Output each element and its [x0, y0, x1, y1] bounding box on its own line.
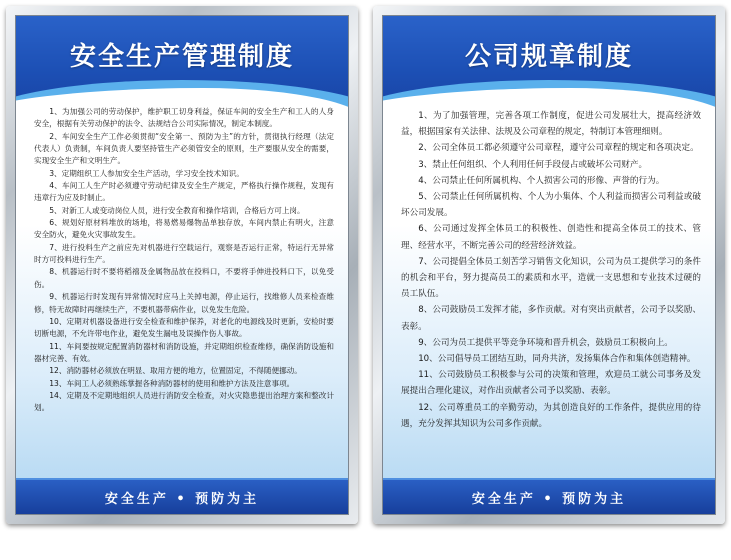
rule-item: 1、为加强公司的劳动保护，维护职工切身利益，保证车间的安全生产和工人的人身安全，根据有关劳动保护的法令、法规结合公司实际情况，制定本制度。 — [34, 107, 334, 129]
safety-rules-footer: 安全生产 • 预防为主 — [16, 478, 348, 514]
rule-item: 11、公司鼓励员工积极参与公司的决策和管理，欢迎员工就公司事务及发展提出合理化建议，对作出贡献者公司予以奖励、表彰。 — [401, 370, 701, 397]
rule-item: 1、为了加强管理，完善各项工作制度，促进公司发展壮大，提高经济效益，根据国家有关法律、法规及公司章程的规定，特制订本管理细则。 — [401, 111, 701, 138]
rule-item: 5、公司禁止任何所属机构、个人为小集体、个人利益而损害公司利益或破坏公司发展。 — [401, 192, 701, 219]
rule-item: 5、对新工人或变动岗位人员，进行安全教育和操作培训，合格后方可上岗。 — [49, 205, 305, 215]
rule-item: 9、机器运行时发现有异常情况时应马上关掉电源，停止运行，找维修人员来检查维修，特无故障时再继续生产，不要机器带病作业，以免发生危险。 — [34, 292, 334, 314]
rule-item: 11、车间要按规定配置消防器材和消防设施，并定期组织检查维修，确保消防设施和器材完善、有效。 — [34, 341, 334, 363]
rule-item: 3、定期组织工人参加安全生产活动，学习安全技术知识。 — [49, 168, 244, 178]
rule-item: 3、禁止任何组织、个人利用任何手段侵占或破坏公司财产。 — [418, 159, 648, 170]
safety-rules-panel — [15, 15, 349, 515]
rule-item: 7、公司提倡全体员工刻苦学习销售文化知识，公司为员工提供学习的条件的机会和平台，努力提高员工的素质和水平，造就一支思想和专业技术过硬的员工队伍。 — [401, 256, 701, 300]
safety-rules-board — [6, 6, 358, 524]
rule-item: 12、公司尊重员工的辛勤劳动，为其创造良好的工作条件，提供应用的待遇，充分发挥其知识为公司多作贡献。 — [401, 402, 701, 429]
rule-item: 14、定期及不定期地组织人员进行消防安全检查，对火灾隐患提出治理方案和整改计划。 — [34, 390, 334, 413]
rule-item: 6、公司通过发挥全体员工的积极性、创造性和提高全体员工的技术、管理、经营水平，不断完善公司的经营经济效益。 — [401, 224, 701, 251]
safety-rules-text — [34, 106, 334, 415]
rule-item: 2、公司全体员工都必须遵守公司章程，遵守公司章程的规定和各项决定。 — [418, 143, 699, 154]
rule-item: 4、公司禁止任何所属机构、个人损害公司的形像、声誉的行为。 — [418, 175, 665, 186]
rule-item: 13、车间工人必须熟练掌握各种消防器材的使用和维护方法及注意事项。 — [49, 378, 295, 388]
rule-item: 10、公司倡导员工团结互助，同舟共济，发扬集体合作和集体创造精神。 — [418, 354, 696, 365]
rule-item: 12、消防器材必须放在明显、取用方便的地方，位置固定，不得随便挪动。 — [49, 366, 302, 376]
safety-rules-title: 安全生产管理制度 — [69, 42, 294, 72]
rule-item: 9、公司为员工提供平等竞争环境和晋升机会，鼓励员工积极向上。 — [418, 337, 673, 348]
rule-item: 4、车间工人生产时必须遵守劳动纪律及安全生产规定，严格执行操作规程，发现有违章行为应及时制止。 — [34, 181, 334, 203]
safety-rules-header — [16, 16, 348, 120]
company-rules-text — [401, 108, 701, 432]
rule-item: 8、公司鼓励员工发挥才能，多作贡献。对有突出贡献者，公司予以奖励、表彰。 — [401, 305, 701, 332]
rule-item: 8、机器运行时不要将稻禧及金属物品放在投料口，不要将手伸进投料口下，以免受伤。 — [34, 267, 334, 289]
company-rules-panel — [382, 15, 716, 515]
rule-item: 2、车间安全生产工作必须贯彻“安全第一、预防为主”的方针，贯彻执行经理（法定代表人）负责制，车间负责人要坚持管生产必须管安全的原则，生产要服从安全的需要，实现安全生产和文明生产。 — [34, 131, 334, 166]
company-rules-title: 公司规章制度 — [464, 42, 633, 72]
rule-item: 7、进行投料生产之前应先对机器进行空载运行，观察是否运行正常，特运行无异常时方可投料进行生产。 — [34, 242, 334, 265]
company-rules-board — [373, 6, 725, 524]
rule-item: 6、规划好原材料堆放的场地，将易燃易爆物品单独存放，车间内禁止有明火，注意安全防火，避免火灾事故发生。 — [34, 218, 334, 240]
company-rules-footer: 安全生产 • 预防为主 — [383, 478, 715, 514]
rule-item: 10、定期对机器设备进行安全检查和维护保养，对老化的电源线及时更新，安检时要切断电源，不允许带电作业，避免发生漏电及误操作伤人事故。 — [34, 316, 334, 339]
company-rules-header — [383, 16, 715, 120]
